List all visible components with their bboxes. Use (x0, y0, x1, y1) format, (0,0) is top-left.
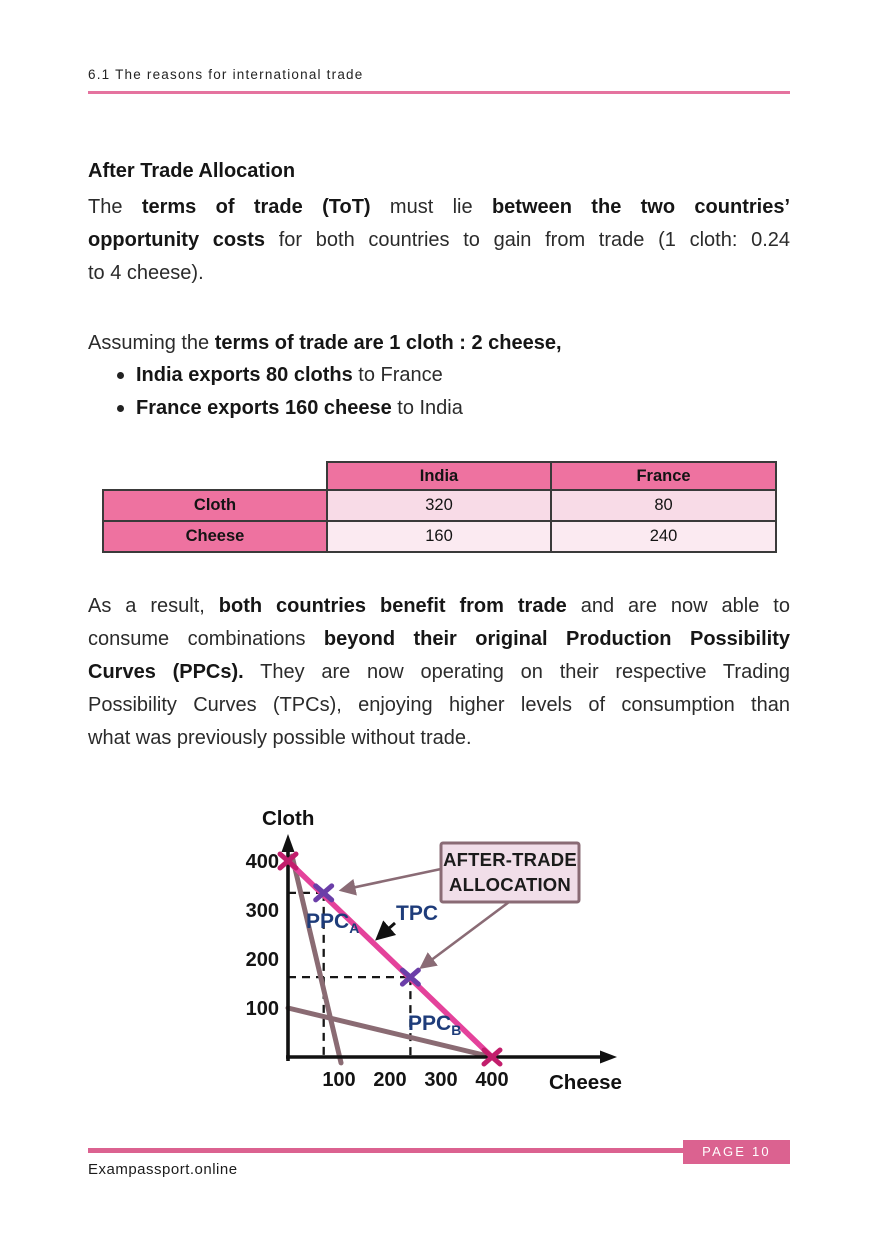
table-row-header: Cloth (103, 490, 327, 521)
site-label: Exampassport.online (88, 1161, 238, 1178)
text-line: The terms of trade (ToT) must lie between the two countries’ (88, 196, 790, 218)
y-tick-label: 200 (245, 949, 279, 971)
x-tick-label: 200 (373, 1069, 407, 1091)
section-heading: After Trade Allocation (88, 160, 296, 182)
paragraph-result (88, 590, 790, 755)
footer-rule (88, 1148, 683, 1153)
text-line: to 4 cheese). (88, 262, 204, 284)
text-line: opportunity costs for both countries to gain from trade (1 cloth: 0.24 (88, 229, 790, 251)
annotation-text: AFTER-TRADE (443, 849, 577, 870)
ppc-tpc-figure (200, 795, 640, 1105)
annotation-arrow (342, 869, 441, 890)
text-line: As a result, both countries benefit from trade and are now able to (88, 595, 790, 617)
curve-label-ppc_a: $PPC_A$ (306, 910, 360, 936)
x-tick-label: 400 (475, 1069, 509, 1091)
table-col-header: France (551, 462, 776, 490)
bullet-dot-icon (117, 405, 124, 412)
header-rule (88, 91, 790, 94)
text-line: Curves (PPCs). They are now operating on their respective Trading (88, 661, 791, 683)
bullet-dot-icon (117, 372, 124, 379)
page-number-badge: PAGE 10 (683, 1140, 790, 1164)
x-tick-label: 100 (322, 1069, 356, 1091)
curve-label-ppc_b: $PPC_B$ (408, 1012, 462, 1038)
y-tick-label: 400 (245, 851, 279, 873)
paragraph-terms-of-trade (88, 191, 790, 290)
text-line: consume combinations beyond their original Production Possibility (88, 628, 791, 650)
allocation-table (102, 461, 777, 553)
text-line: what was previously possible without trade. (88, 727, 472, 749)
curve-label-tpc: TPC (396, 902, 438, 925)
x-axis-title: Cheese (549, 1071, 622, 1094)
assumption-line: Assuming the terms of trade are 1 cloth : 2 cheese, (88, 332, 562, 354)
text-line: Possibility Curves (TPCs), enjoying higher levels of consumption than (88, 694, 790, 716)
table-cell: 160 (327, 521, 551, 552)
y-tick-label: 300 (245, 900, 279, 922)
ppc-b-line (288, 1008, 492, 1057)
y-tick-label: 100 (245, 998, 279, 1020)
y-axis-title: Cloth (262, 807, 315, 830)
table-col-header: India (327, 462, 551, 490)
x-tick-label: 300 (424, 1069, 458, 1091)
tpc-pointer-arrow (378, 923, 395, 938)
table-cell: 320 (327, 490, 551, 521)
bullet-text: France exports 160 cheese to India (136, 397, 463, 419)
x-axis-arrow-icon (600, 1051, 617, 1064)
bullet-list (117, 359, 463, 425)
table-cell: 240 (551, 521, 776, 552)
bullet-text: India exports 80 cloths to France (136, 364, 443, 386)
allocation-table-wrap (102, 461, 777, 553)
table-corner-cell (103, 462, 327, 490)
doc-header-title: 6.1 The reasons for international trade (88, 67, 364, 82)
y-axis-arrow-icon (282, 834, 295, 852)
bullet-item (117, 392, 463, 425)
table-cell: 80 (551, 490, 776, 521)
table-row-header: Cheese (103, 521, 327, 552)
bullet-item (117, 359, 463, 392)
annotation-text: ALLOCATION (449, 874, 571, 895)
